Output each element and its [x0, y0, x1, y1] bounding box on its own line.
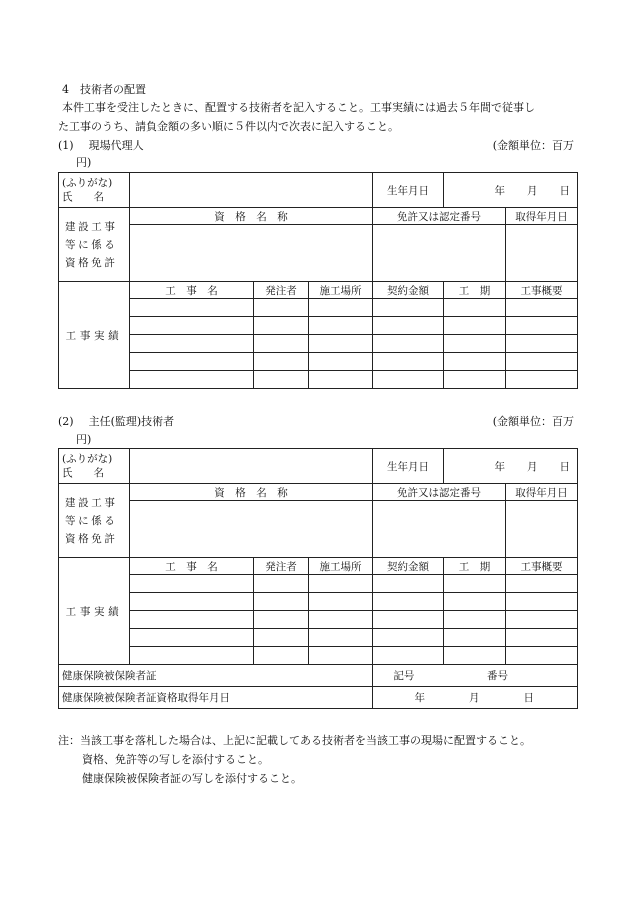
work-cell[interactable] — [506, 299, 578, 317]
work-cell[interactable] — [130, 647, 254, 665]
section-2-number: (2) — [58, 415, 74, 428]
shimei-label: 氏 名 — [62, 467, 104, 479]
works-col-client: 発注者 — [254, 282, 309, 299]
work-cell[interactable] — [444, 299, 506, 317]
work-cell[interactable] — [130, 371, 254, 389]
insurance-date-input[interactable] — [373, 687, 578, 709]
work-cell[interactable] — [130, 317, 254, 335]
works-col-location: 施工場所 — [309, 558, 373, 575]
qual-col-name: 資 格 名 称 — [130, 208, 373, 225]
work-cell[interactable] — [130, 353, 254, 371]
work-cell[interactable] — [130, 299, 254, 317]
work-cell[interactable] — [444, 593, 506, 611]
note-2: 資格、免許等の写しを添付すること。 — [82, 753, 269, 766]
qual-date-input[interactable] — [506, 225, 578, 282]
works-col-period: 工 期 — [444, 558, 506, 575]
intro-line-1: 本件工事を受注したときに、配置する技術者を記入すること。工事実績には過去５年間で従事し — [62, 101, 535, 114]
work-cell[interactable] — [506, 611, 578, 629]
works-col-amount: 契約金額 — [373, 282, 444, 299]
works-col-client: 発注者 — [254, 558, 309, 575]
qual-col-date: 取得年月日 — [506, 208, 578, 225]
work-cell[interactable] — [309, 647, 373, 665]
qual-col-name: 資 格 名 称 — [130, 484, 373, 501]
work-cell[interactable] — [254, 299, 309, 317]
works-row — [59, 575, 578, 593]
section-2-title: 主任(監理)技術者 — [88, 415, 175, 428]
month-label: 月 — [527, 460, 538, 473]
name-input[interactable] — [130, 173, 373, 208]
shimei-label: 氏 名 — [62, 191, 104, 203]
technician-table-1 — [58, 172, 578, 389]
qual-date-input[interactable] — [506, 501, 578, 558]
works-row — [59, 317, 578, 335]
qual-name-input[interactable] — [130, 501, 373, 558]
name-input[interactable] — [130, 449, 373, 484]
day-label: 日 — [523, 692, 535, 704]
qual-col-date: 取得年月日 — [506, 484, 578, 501]
work-cell[interactable] — [254, 353, 309, 371]
day-label: 日 — [559, 460, 571, 473]
work-cell[interactable] — [309, 575, 373, 593]
works-row — [59, 353, 578, 371]
work-cell[interactable] — [309, 335, 373, 353]
work-cell[interactable] — [373, 353, 444, 371]
work-cell[interactable] — [309, 371, 373, 389]
work-cell[interactable] — [373, 317, 444, 335]
work-cell[interactable] — [309, 611, 373, 629]
insurance-symbol-label: 記号 — [393, 670, 415, 682]
intro-line-2: た工事のうち、請負金額の多い順に５件以内で次表に記入すること。 — [58, 120, 399, 133]
works-col-period: 工 期 — [444, 282, 506, 299]
work-cell[interactable] — [130, 335, 254, 353]
works-col-summary: 工事概要 — [506, 282, 578, 299]
section-1-title: 現場代理人 — [88, 139, 144, 152]
work-cell[interactable] — [130, 611, 254, 629]
work-cell[interactable] — [130, 575, 254, 593]
work-cell[interactable] — [130, 629, 254, 647]
name-label-cell — [59, 173, 130, 208]
birth-date-input[interactable] — [444, 173, 578, 208]
qual-name-input[interactable] — [130, 225, 373, 282]
month-label: 月 — [469, 692, 480, 704]
work-cell[interactable] — [309, 317, 373, 335]
day-label: 日 — [559, 184, 571, 197]
works-row — [59, 647, 578, 665]
work-cell[interactable] — [444, 647, 506, 665]
work-cell[interactable] — [373, 593, 444, 611]
birth-date-input[interactable] — [444, 449, 578, 484]
work-cell[interactable] — [309, 593, 373, 611]
work-cell[interactable] — [444, 371, 506, 389]
section-heading: 4 技術者の配置 — [62, 83, 146, 96]
work-cell[interactable] — [373, 299, 444, 317]
section-1-header — [58, 137, 144, 153]
work-cell[interactable] — [373, 575, 444, 593]
works-row — [59, 371, 578, 389]
works-col-name: 工 事 名 — [130, 282, 254, 299]
works-col-name: 工 事 名 — [130, 558, 254, 575]
work-cell[interactable] — [444, 629, 506, 647]
work-cell[interactable] — [444, 317, 506, 335]
furigana-label: (ふりがな) — [62, 177, 113, 189]
works-row — [59, 335, 578, 353]
work-cell[interactable] — [309, 299, 373, 317]
work-cell[interactable] — [373, 611, 444, 629]
work-cell[interactable] — [444, 575, 506, 593]
work-cell[interactable] — [373, 647, 444, 665]
technician-table-2 — [58, 448, 578, 709]
work-cell[interactable] — [254, 593, 309, 611]
year-label: 年 — [494, 184, 506, 197]
unit-note-2-cont: 円) — [76, 433, 92, 446]
work-cell[interactable] — [506, 371, 578, 389]
qual-number-input[interactable] — [373, 501, 506, 558]
works-col-amount: 契約金額 — [373, 558, 444, 575]
section-1-number: (1) — [58, 139, 74, 152]
work-cell[interactable] — [254, 335, 309, 353]
work-cell[interactable] — [506, 317, 578, 335]
insurance-card-input[interactable] — [373, 665, 578, 687]
work-cell[interactable] — [506, 575, 578, 593]
unit-note-2: (金額単位：百万 — [492, 415, 574, 428]
work-cell[interactable] — [309, 353, 373, 371]
unit-note-1: (金額単位：百万 — [492, 139, 574, 152]
unit-note-1-cont: 円) — [76, 156, 92, 169]
work-cell[interactable] — [130, 593, 254, 611]
birth-label: 生年月日 — [373, 173, 444, 208]
works-row — [59, 299, 578, 317]
works-row — [59, 593, 578, 611]
month-label: 月 — [527, 184, 538, 197]
works-label: 工事実績 — [59, 558, 130, 665]
work-cell[interactable] — [444, 611, 506, 629]
work-cell[interactable] — [373, 629, 444, 647]
work-cell[interactable] — [254, 647, 309, 665]
work-cell[interactable] — [373, 371, 444, 389]
works-col-location: 施工場所 — [309, 282, 373, 299]
work-cell[interactable] — [254, 611, 309, 629]
qual-col-number: 免許又は認定番号 — [373, 484, 506, 501]
works-row — [59, 611, 578, 629]
qual-number-input[interactable] — [373, 225, 506, 282]
work-cell[interactable] — [254, 575, 309, 593]
work-cell[interactable] — [444, 335, 506, 353]
year-label: 年 — [414, 692, 426, 704]
year-label: 年 — [494, 460, 506, 473]
works-label: 工事実績 — [59, 282, 130, 389]
works-row — [59, 629, 578, 647]
work-cell[interactable] — [506, 629, 578, 647]
insurance-date-label: 健康保険被保険者証資格取得年月日 — [59, 687, 373, 709]
insurance-card-label: 健康保険被保険者証 — [59, 665, 373, 687]
work-cell[interactable] — [254, 629, 309, 647]
work-cell[interactable] — [506, 593, 578, 611]
work-cell[interactable] — [506, 353, 578, 371]
work-cell[interactable] — [373, 335, 444, 353]
birth-label: 生年月日 — [373, 449, 444, 484]
furigana-label: (ふりがな) — [62, 453, 113, 465]
work-cell[interactable] — [506, 647, 578, 665]
work-cell[interactable] — [309, 629, 373, 647]
work-cell[interactable] — [506, 335, 578, 353]
note-1: 注：当該工事を落札した場合は、上記に記載してある技術者を当該工事の現場に配置すること。 — [58, 734, 531, 747]
work-cell[interactable] — [254, 371, 309, 389]
name-label-cell — [59, 449, 130, 484]
insurance-number-label: 番号 — [487, 670, 509, 682]
qualification-label: 建設工事等に係る資格免許 — [59, 484, 130, 558]
note-3: 健康保険被保険者証の写しを添付すること。 — [82, 772, 302, 785]
qual-col-number: 免許又は認定番号 — [373, 208, 506, 225]
works-col-summary: 工事概要 — [506, 558, 578, 575]
qualification-label: 建設工事等に係る資格免許 — [59, 208, 130, 282]
work-cell[interactable] — [254, 317, 309, 335]
section-2-header — [58, 413, 174, 429]
work-cell[interactable] — [444, 353, 506, 371]
